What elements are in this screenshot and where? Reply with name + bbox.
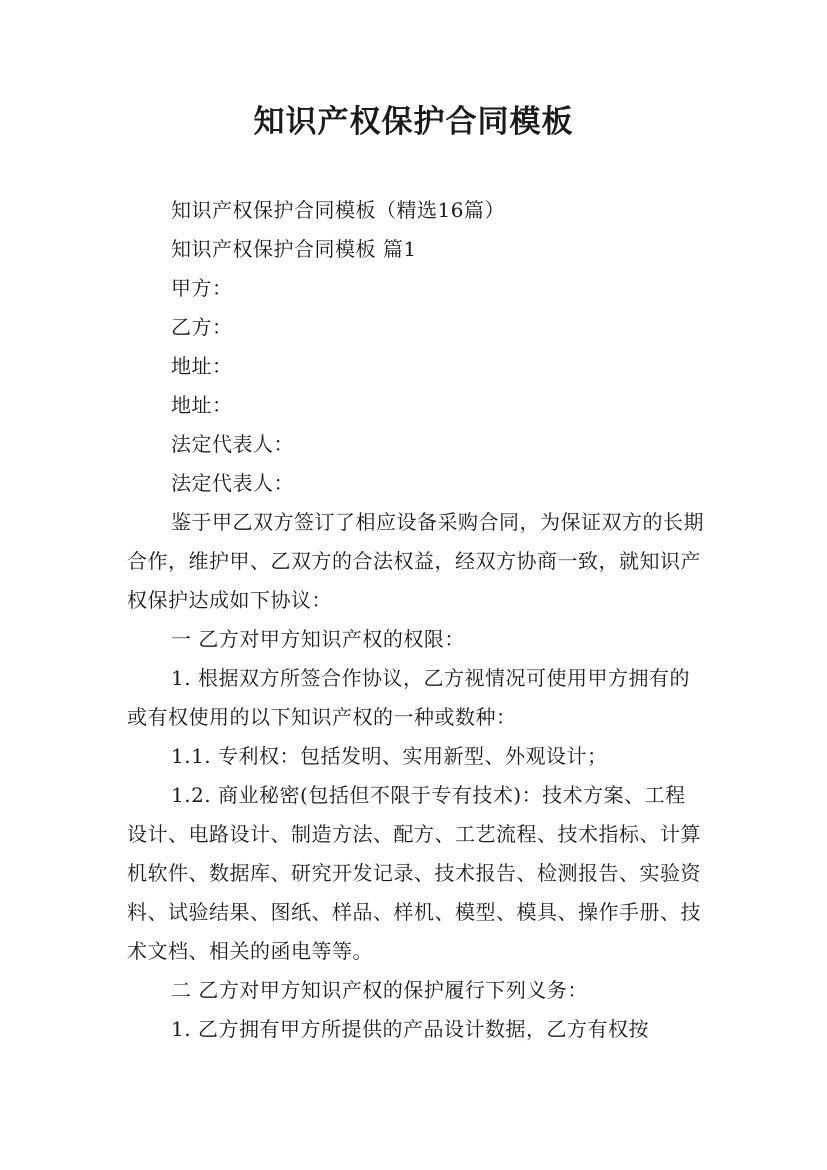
clause-1-1-1-paragraph: 1.1. 专利权：包括发明、实用新型、外观设计； xyxy=(171,744,608,768)
clause-heading-1: 一 乙方对甲方知识产权的权限： xyxy=(171,627,465,651)
subtitle-line: 知识产权保护合同模板（精选16篇） xyxy=(171,198,505,222)
legal-rep-field-a: 法定代表人： xyxy=(171,432,294,456)
document-title: 知识产权保护合同模板 xyxy=(253,104,574,140)
legal-rep-field-b: 法定代表人： xyxy=(171,471,294,495)
clause-1-1-paragraph: 1. 根据双方所签合作协议，乙方视情况可使用甲方拥有的或有权使用的以下知识产权的一种或数种： xyxy=(127,666,690,729)
section-heading: 知识产权保护合同模板 篇1 xyxy=(171,237,417,261)
clause-1-1-2-paragraph: 1.2. 商业秘密(包括但不限于专有技术)：技术方案、工程设计、电路设计、制造方法、配方、工艺流程、技术指标、计算机软件、数据库、研究开发记录、技术报告、检测报告、实验资料、试验结果、图纸、样品、样机、模型、模具、操作手册、技术文档、相关的函电等等。 xyxy=(127,783,701,963)
document-body xyxy=(127,191,705,1049)
address-field-a: 地址： xyxy=(171,354,233,378)
clause-2-1-paragraph: 1. 乙方拥有甲方所提供的产品设计数据，乙方有权按 xyxy=(171,1017,649,1041)
party-a-field: 甲方： xyxy=(171,276,233,300)
party-b-field: 乙方： xyxy=(171,315,233,339)
preamble-paragraph: 鉴于甲乙双方签订了相应设备采购合同，为保证双方的长期合作，维护甲、乙双方的合法权益，经双方协商一致，就知识产权保护达成如下协议： xyxy=(127,510,704,612)
clause-heading-2: 二 乙方对甲方知识产权的保护履行下列义务： xyxy=(171,978,588,1002)
address-field-b: 地址： xyxy=(171,393,233,417)
